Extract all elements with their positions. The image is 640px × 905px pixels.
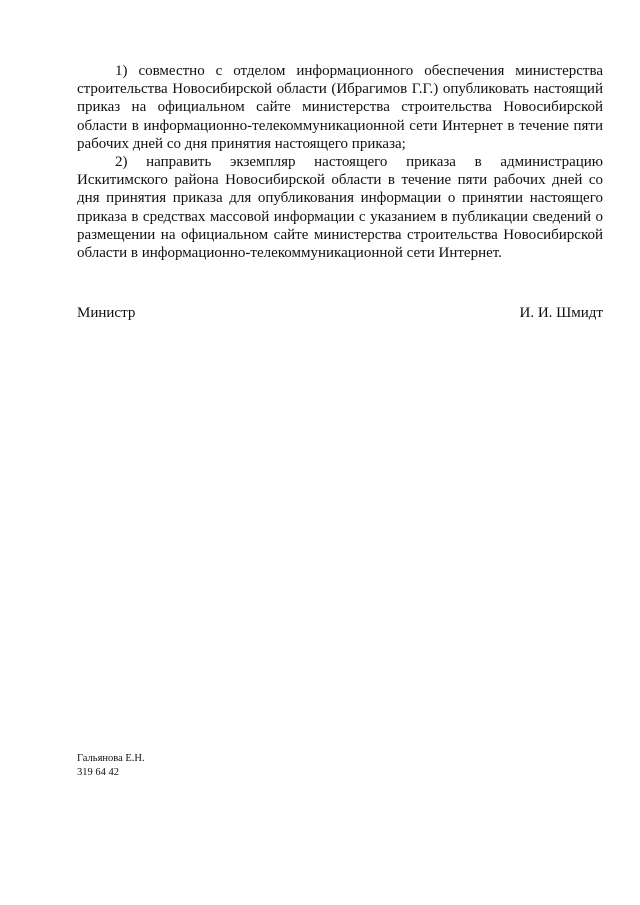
order-item-1: 1) совместно с отделом информационного обеспечения министерства строительства Новосибирской области (Ибрагимов Г.Г.) опубликовать настоящий приказ на официальном сайте министерства строительства Новосибирской области в информационно-телекоммуникационной сети Интернет в течение пяти рабочих дней со дня принятия настоящего приказа; bbox=[77, 63, 603, 152]
executor-name: Гальянова Е.Н. bbox=[77, 753, 145, 764]
document-body bbox=[77, 62, 603, 262]
signatory-name: И. И. Шмидт bbox=[519, 305, 603, 321]
executor-info bbox=[77, 752, 145, 779]
signature-block bbox=[77, 304, 603, 322]
executor-phone: 319 64 42 bbox=[77, 766, 119, 778]
signatory-position: Министр bbox=[77, 305, 136, 321]
order-item-2: 2) направить экземпляр настоящего приказа в администрацию Искитимского района Новосибирской области в течение пяти рабочих дней со дня принятия приказа для опубликования информации о принятии настоящего приказа в средствах массовой информации с указанием в публикации сведений о размещении на официальном сайте министерства строительства Новосибирской области в информационно-телекоммуникационной сети Интернет. bbox=[77, 154, 603, 262]
